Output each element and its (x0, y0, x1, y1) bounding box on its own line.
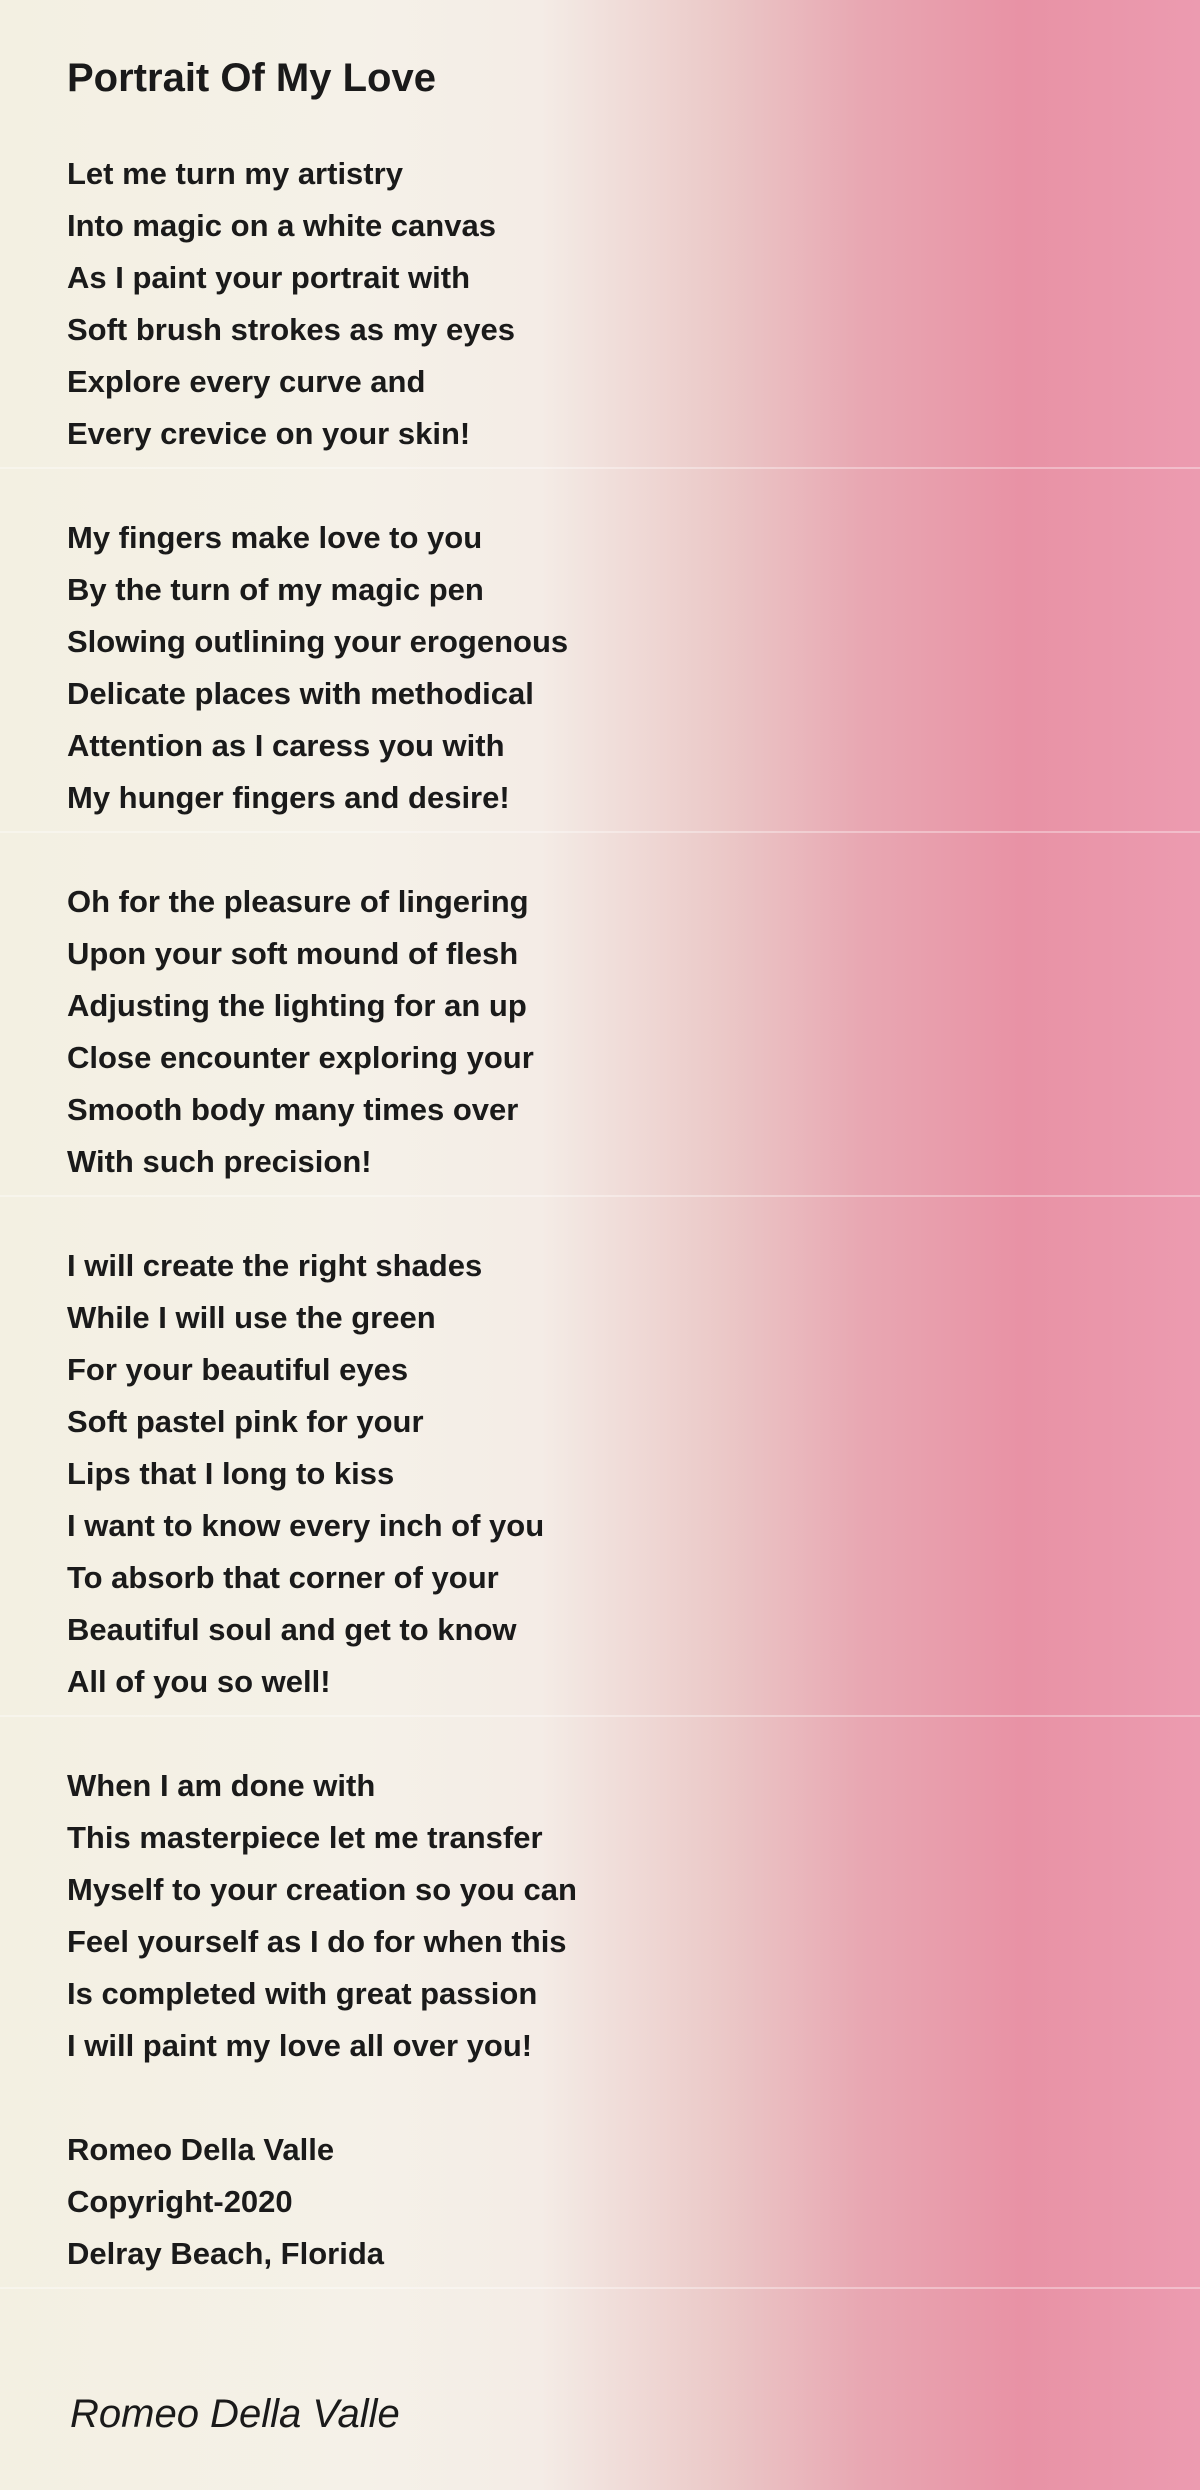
poem-line: Let me turn my artistry (67, 156, 403, 191)
stanza-4 (67, 1240, 544, 1708)
poem-line: Myself to your creation so you can (67, 1872, 577, 1907)
poem-line: Upon your soft mound of flesh (67, 936, 519, 971)
poem-line: Adjusting the lighting for an up (67, 988, 527, 1023)
poem-line: Into magic on a white canvas (67, 208, 496, 243)
poem-line: I will create the right shades (67, 1248, 483, 1283)
poem-line: My fingers make love to you (67, 520, 483, 555)
poem-line: Delicate places with methodical (67, 676, 534, 711)
poem-line: Slowing outlining your erogenous (67, 624, 569, 659)
poem-line: Explore every curve and (67, 364, 426, 399)
band-divider (0, 2287, 1200, 2289)
poem-line: Close encounter exploring your (67, 1040, 534, 1075)
poem-line: As I paint your portrait with (67, 260, 471, 295)
author-signature: Romeo Della Valle (70, 2392, 400, 2436)
poem-line: While I will use the green (67, 1300, 436, 1335)
author-name: Romeo Della Valle (67, 2132, 335, 2167)
copyright-line: Copyright-2020 (67, 2184, 293, 2219)
band-divider (0, 1195, 1200, 1197)
poem-title: Portrait Of My Love (67, 56, 436, 100)
poem-line: By the turn of my magic pen (67, 572, 484, 607)
poem-line: Attention as I caress you with (67, 728, 505, 763)
poem-line: I want to know every inch of you (67, 1508, 545, 1543)
poem-line: With such precision! (67, 1144, 372, 1179)
location-line: Delray Beach, Florida (67, 2236, 385, 2271)
stanza-2 (67, 512, 568, 824)
band-divider (0, 831, 1200, 833)
poem-line: When I am done with (67, 1768, 376, 1803)
poem-line: Smooth body many times over (67, 1092, 519, 1127)
poem-line: Soft pastel pink for your (67, 1404, 424, 1439)
poem-line: Is completed with great passion (67, 1976, 538, 2011)
poem-line: I will paint my love all over you! (67, 2028, 533, 2063)
poem-line: To absorb that corner of your (67, 1560, 499, 1595)
poem-line: Oh for the pleasure of lingering (67, 884, 529, 919)
stanza-1 (67, 148, 515, 460)
band-divider (0, 1715, 1200, 1717)
stanza-5 (67, 1760, 577, 2072)
poem-line: This masterpiece let me transfer (67, 1820, 543, 1855)
poem-line: Soft brush strokes as my eyes (67, 312, 515, 347)
poem-line: All of you so well! (67, 1664, 331, 1699)
stanza-3 (67, 876, 534, 1188)
poem-line: My hunger fingers and desire! (67, 780, 510, 815)
poem-line: Beautiful soul and get to know (67, 1612, 517, 1647)
author-credits (67, 2124, 384, 2280)
poem-line: Every crevice on your skin! (67, 416, 471, 451)
poem-line: Lips that I long to kiss (67, 1456, 395, 1491)
poem-line: For your beautiful eyes (67, 1352, 409, 1387)
band-divider (0, 467, 1200, 469)
poem-line: Feel yourself as I do for when this (67, 1924, 567, 1959)
